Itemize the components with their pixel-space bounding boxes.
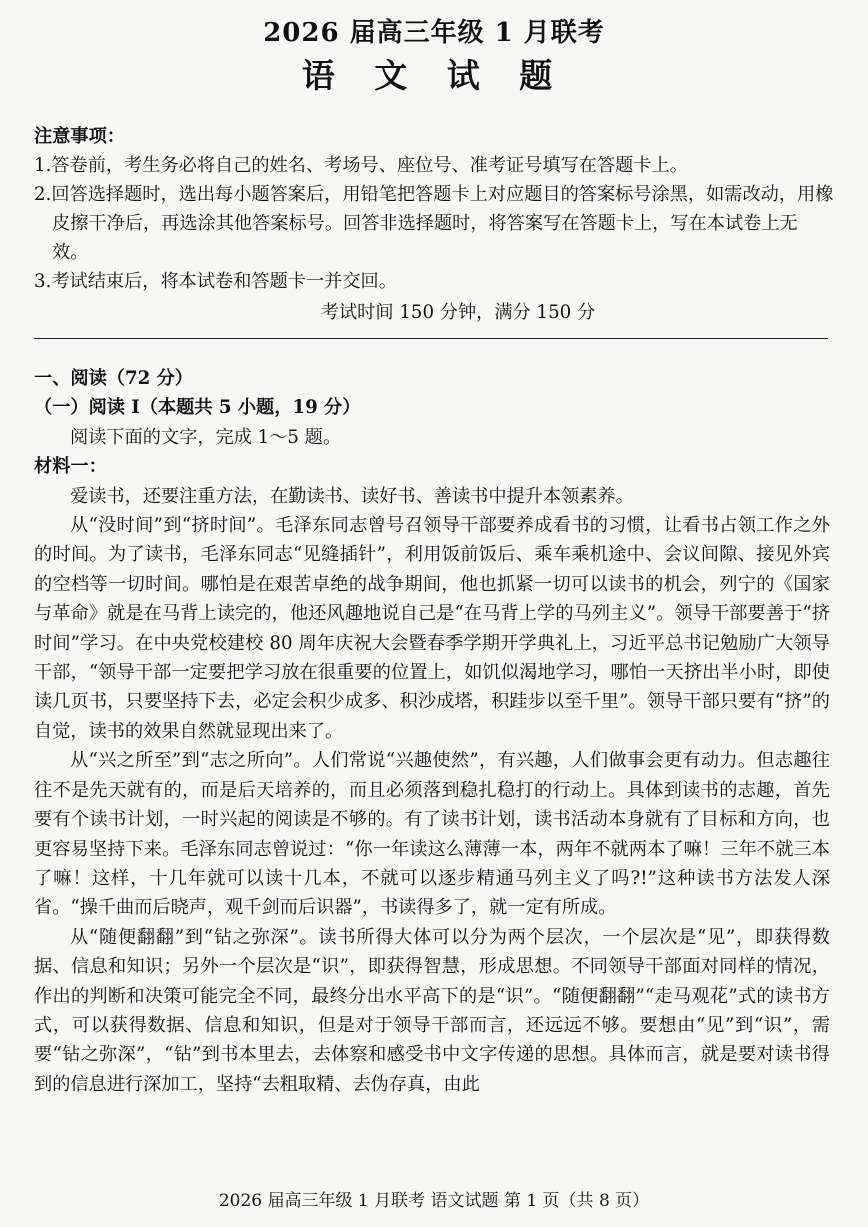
paragraph: 从“随便翻翻”到“钻之弥深”。读书所得大体可以分为两个层次，一个层次是“见”，即获得数据、信息和知识；另外一个层次是“识”，即获得智慧，形成思想。不同领导干部面对同样的情况，作出的判断和决策可能完全不同，最终分出水平高下的是“识”。“随便翻翻”“走马观花”式的读书方式，可以获得数据、信息和知识，但是对于领导干部而言，还远远不够。要想由“见”到“识”，需要“钻之弥深”，“钻”到书本里去，去体察和感受书中文字传递的思想。具体而言，就是要对读书得到的信息进行深加工，坚持“去粗取精、去伪存真，由此 xyxy=(34,926,830,1095)
subject-title: 语 文 试 题 xyxy=(301,56,567,95)
instruction-text: 阅读下面的文字，完成 1～5 题。 xyxy=(70,426,342,448)
divider-line xyxy=(34,338,828,339)
paragraph: 从“兴之所至”到“志之所向”。人们常说“兴趣使然”，有兴趣，人们做事会更有动力。但志趣往往不是先天就有的，而是后天培养的，而且必须落到稳扎稳打的行动上。具体到读书的志趣，首先要有个读书计划，一时兴起的阅读是不够的。有了读书计划，读书活动本身就有了目标和方向，也更容易坚持下来。毛泽东同志曾说过：“你一年读这么薄薄一本，两年不就两本了嘛！三年不就三本了嘛！这样，十几年就可以读十几本，不就可以逐步精通马列主义了吗?!”这种读书方法发人深省。“操千曲而后晓声，观千剑而后识器”，书读得多了，就一定有所成。 xyxy=(34,750,830,919)
paragraph: 从“没时间”到“挤时间”。毛泽东同志曾号召领导干部要养成看书的习惯，让看书占领工作之外的时间。为了读书，毛泽东同志“见缝插针”，利用饭前饭后、乘车乘机途中、会议间隙、接见外宾的空档等一切时间。哪怕是在艰苦卓绝的战争期间，他也抓紧一切可以读书的机会，列宁的《国家与革命》就是在马背上读完的，他还风趣地说自己是“在马背上学的马列主义”。领导干部要善于“挤时间”学习。在中央党校建校 80 周年庆祝大会暨春季学期开学典礼上，习近平总书记勉励广大领导干部，“领导干部一定要把学习放在很重要的位置上，如饥似渴地学习，哪怕一天挤出半小时，即使读几页书，只要坚持下去，必定会积少成多、积沙成塔，积跬步以至千里”。领导干部只要有“挤”的自觉，读书的效果自然就显现出来了。 xyxy=(34,515,830,742)
reading-section xyxy=(34,364,830,1099)
paragraph: 爱读书，还要注重方法，在勤读书、读好书、善读书中提升本领素养。 xyxy=(70,485,634,507)
material-label: 材料一： xyxy=(34,456,107,478)
notes-item: 1.答卷前，考生务必将自己的姓名、考场号、座位号、准考证号填写在答题卡上。 xyxy=(34,155,688,176)
notes-heading: 注意事项： xyxy=(34,126,125,147)
notes-item: 3.考试结束后，将本试卷和答题卡一并交回。 xyxy=(34,271,397,292)
section-title: 一、阅读（72 分） xyxy=(34,368,193,389)
subsection-title: （一）阅读 I（本题共 5 小题，19 分） xyxy=(34,397,361,419)
notes-item: 2.回答选择题时，选出每小题答案后，用铅笔把答题卡上对应题目的答案标号涂黑，如需改动，用橡皮擦干净后，再选涂其他答案标号。回答非选择题时，将答案写在答题卡上，写在本试卷上无效。 xyxy=(34,184,834,263)
exam-title: 2026 届高三年级 1 月联考 xyxy=(263,18,605,48)
page-footer: 2026 届高三年级 1 月联考 语文试题 第 1 页（共 8 页） xyxy=(218,1191,650,1211)
exam-time: 考试时间 150 分钟，满分 150 分 xyxy=(320,302,596,323)
notes-block xyxy=(34,122,834,327)
